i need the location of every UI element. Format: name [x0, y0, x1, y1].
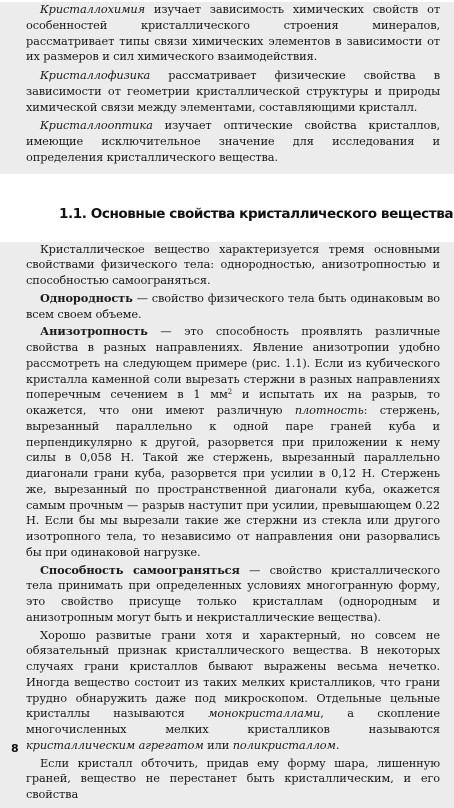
paragraph-homogeneity — [26, 291, 440, 323]
paragraph-text: и испытать их на разрыв, то окажется, что они имеют различную — [26, 387, 440, 417]
term-homogeneity: Однородность — [40, 290, 133, 305]
section-heading: 1.1. Основные свойства кристаллического вещества — [59, 205, 454, 222]
italic-term-polycrystal: поликристаллом — [232, 737, 336, 752]
term-crystal-chemistry: Кристаллохимия — [40, 2, 146, 16]
term-self-faceting: Способность самоограняться — [40, 562, 240, 577]
term-crystal-physics: Кристаллофизика — [40, 68, 151, 82]
paragraph-anisotropy — [26, 324, 440, 560]
paragraph-text: , а скопление многочисленных мелких кристалликов называются — [26, 706, 440, 736]
paragraph-crystal-physics — [26, 68, 440, 115]
paragraph-text: изучает зависимость химических свойств от особенностей кристаллического строения минералов, рассматривает типы связи химических элементов в зависимости от их размеров и сил химического взаимодействия. — [26, 2, 440, 64]
superscript: 2 — [227, 388, 233, 397]
paragraph-text: или — [203, 737, 233, 752]
intro-block — [0, 2, 454, 174]
section-heading-block — [26, 174, 454, 242]
paragraph-sphere: Если кристалл обточить, придав ему форму шара, лишенную граней, вещество не перестанет быть кристаллическим, и его свойства — [26, 755, 440, 801]
paragraph-text: . — [335, 737, 340, 752]
term-anisotropy: Анизотропность — [40, 324, 148, 339]
paragraph-crystal-chemistry — [26, 2, 440, 65]
paragraph-self-faceting — [26, 563, 440, 626]
paragraph-text: — это способность проявлять различные свойства в разных направлениях. Явление анизотропии удобно рассмотреть на следующем примере (рис. 1.1). Если из кубического кристалла каменной соли вырезать стержни в разных направлениях поперечным сечением в 1 мм — [26, 324, 440, 402]
section-body — [0, 242, 454, 808]
term-crystal-optics: Кристаллооптика — [40, 118, 153, 133]
paragraph-faces — [26, 628, 440, 754]
paragraph-text: Хорошо развитые грани хотя и характерный, но совсем не обязательный признак кристаллического вещества. В некоторых случаях грани кристаллов бывают выражены весьма нечетко. Иногда вещество состоит из таких мелких кристалликов, что грани трудно обнаружить даже под микроскопом. Отдельные цельные кристаллы называются — [26, 627, 440, 721]
paragraph-crystal-optics — [26, 118, 440, 165]
italic-term-monocrystals: монокристаллами — [208, 706, 321, 721]
paragraph-text: — свойство физического тела быть одинаковым во всем своем объеме. — [26, 290, 440, 321]
paragraph-text: — свойство кристаллического тела принимать при определенных условиях многогранную форму, это свойство присуще только кристаллам (однородным и анизотропным могут быть и некристаллические вещества). — [26, 562, 441, 624]
italic-term-density: плотность — [294, 403, 364, 417]
italic-term-aggregate: кристаллическим агрегатом — [26, 737, 204, 752]
paragraph-text: рассматривает физические свойства в зависимости от геометрии кристаллической структуры и природы химической связи между элементами, составляющими кристалл. — [26, 68, 440, 114]
paragraph-text: изучает оптические свойства кристаллов, имеющие исключительное значение для исследования и определения кристаллического вещества. — [26, 118, 440, 164]
page-number: 8 — [11, 742, 19, 755]
paragraph-intro: Кристаллическое вещество характеризуется тремя основными свойствами физического тела: однородностью, анизотропностью и способностью самоограняться. — [26, 241, 440, 287]
paragraph-text: : стержень, вырезанный параллельно к одной паре граней куба и перпендикулярно к другой, разорвется при приложении к нему силы в 0,058 Н. Такой же стержень, вырезанный параллельно диагонали грани куба, разорвется при усилии в 0,12 Н. Стержень же, вырезанный по пространственной диагонали куба, окажется самым прочным — разрыв наступит при усилии, превышающем 0.22 Н. Если бы мы вырезали такие же стержни из стекла или другого изотропного тела, то независимо от направления они разорвались бы при одинаковой нагрузке. — [26, 403, 440, 559]
